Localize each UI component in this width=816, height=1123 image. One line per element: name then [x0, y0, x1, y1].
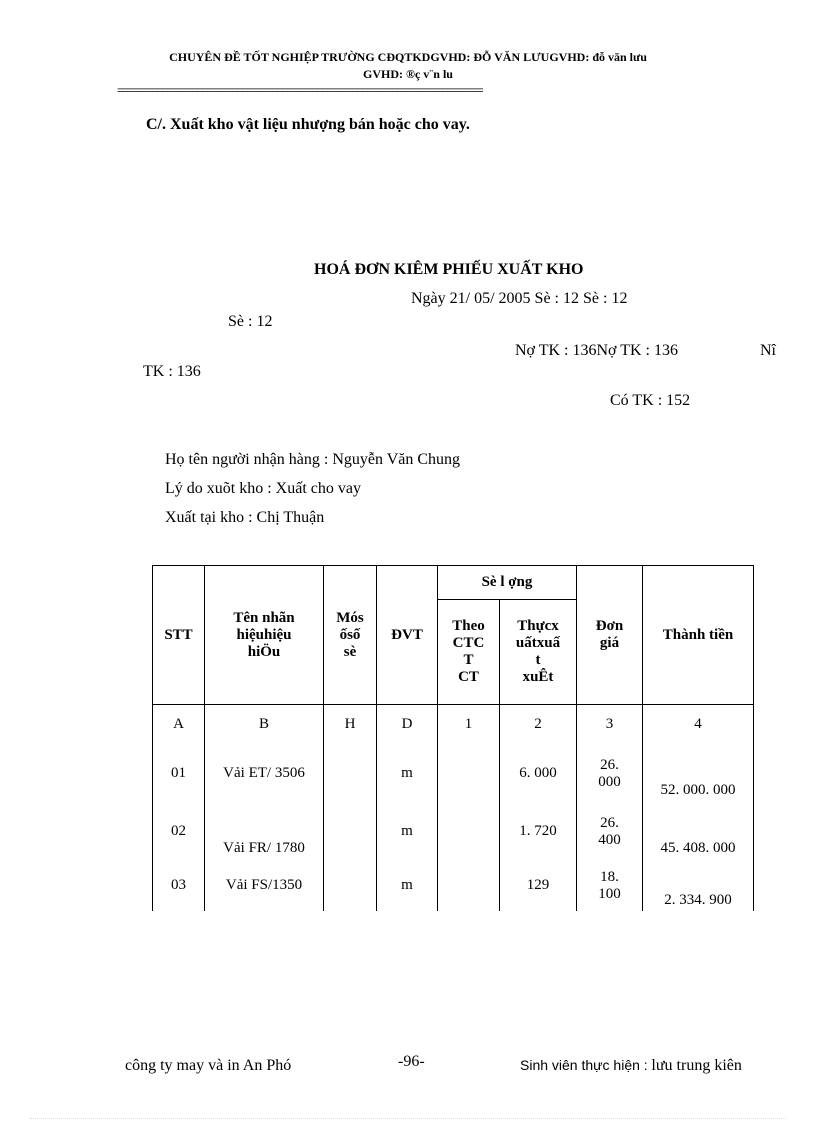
- page-number: -96-: [398, 1053, 425, 1070]
- row-qty-actual: 129: [500, 861, 577, 911]
- table-cell: 2: [500, 705, 577, 745]
- footer-divider: [30, 1118, 786, 1119]
- row-price: 18. 100: [577, 861, 643, 911]
- debit-account-tail: Nî: [760, 342, 776, 359]
- issue-reason: Lý do xuõt kho : Xuất cho vay: [165, 480, 361, 497]
- col-header-price: Đơn giá: [577, 566, 643, 705]
- row-unit: m: [377, 803, 438, 861]
- column-letter-row: [153, 705, 754, 745]
- row-amount: 52. 000. 000: [643, 745, 754, 803]
- header-rule: =========================================================================: [117, 86, 483, 98]
- invoice-number: Sè : 12: [228, 313, 273, 330]
- table-row: [153, 861, 754, 911]
- credit-account: Có TK : 152: [610, 392, 691, 409]
- document-header-line1: CHUYÊN ĐỀ TỐT NGHIỆP TRƯỜNG CĐQTKDGVHD: ĐỖ VĂN LƯUGVHD: đỗ văn lưu: [169, 50, 647, 64]
- row-qty-plan: [438, 803, 500, 861]
- account-line: TK : 136: [143, 363, 201, 380]
- row-amount: 2. 334. 900: [643, 861, 754, 911]
- invoice-table: [152, 565, 754, 911]
- row-amount: 45. 408. 000: [643, 803, 754, 861]
- row-stt: 02: [153, 803, 205, 861]
- row-unit: m: [377, 745, 438, 803]
- table-cell: H: [324, 705, 377, 745]
- section-title: C/. Xuất kho vật liệu nhượng bán hoặc cho vay.: [146, 116, 470, 133]
- table-cell: A: [153, 705, 205, 745]
- row-code: [324, 803, 377, 861]
- row-code: [324, 861, 377, 911]
- debit-account: Nợ TK : 136Nợ TK : 136: [515, 342, 678, 359]
- table-row: [153, 745, 754, 803]
- row-price: 26. 400: [577, 803, 643, 861]
- row-stt: 01: [153, 745, 205, 803]
- row-qty-actual: 1. 720: [500, 803, 577, 861]
- issue-warehouse: Xuất tại kho : Chị Thuận: [165, 509, 325, 526]
- invoice-date-line: Ngày 21/ 05/ 2005 Sè : 12 Sè : 12: [411, 290, 628, 307]
- row-price: 26. 000: [577, 745, 643, 803]
- row-unit: m: [377, 861, 438, 911]
- row-qty-actual: 6. 000: [500, 745, 577, 803]
- table-row: [153, 803, 754, 861]
- col-header-unit: ĐVT: [377, 566, 438, 705]
- document-header-line2: GVHD: ®ç v¨n lu: [363, 67, 453, 81]
- col-header-code: Mós ốsố sè: [324, 566, 377, 705]
- col-header-name: Tên nhãn hiệuhiệu hiÖu: [205, 566, 324, 705]
- row-code: [324, 745, 377, 803]
- col-header-quantity: Sè l ợng: [438, 566, 577, 600]
- row-item-name: Vải FR/ 1780: [205, 803, 324, 861]
- invoice-title: HOÁ ĐƠN KIÊM PHIẾU XUẤT KHO: [314, 261, 584, 278]
- row-qty-plan: [438, 745, 500, 803]
- row-stt: 03: [153, 861, 205, 911]
- col-header-stt: STT: [153, 566, 205, 705]
- receiver-name: Họ tên người nhận hàng : Nguyễn Văn Chung: [165, 451, 461, 468]
- row-qty-plan: [438, 861, 500, 911]
- col-header-amount: Thành tiền: [643, 566, 754, 705]
- row-item-name: Vải ET/ 3506: [205, 745, 324, 803]
- footer-company: công ty may và in An Phó: [125, 1057, 292, 1074]
- table-cell: 3: [577, 705, 643, 745]
- col-header-qty-actual: Thựcx uấtxuấ t xuÊt: [500, 600, 577, 705]
- table-cell: 4: [643, 705, 754, 745]
- table-cell: 1: [438, 705, 500, 745]
- table-cell: D: [377, 705, 438, 745]
- student-label: Sinh viên thực hiện :: [520, 1057, 648, 1073]
- row-item-name: Vải FS/1350: [205, 861, 324, 911]
- col-header-qty-plan: Theo CTC T CT: [438, 600, 500, 705]
- footer-student: [520, 1057, 742, 1075]
- table-cell: B: [205, 705, 324, 745]
- student-name: lưu trung kiên: [651, 1057, 742, 1074]
